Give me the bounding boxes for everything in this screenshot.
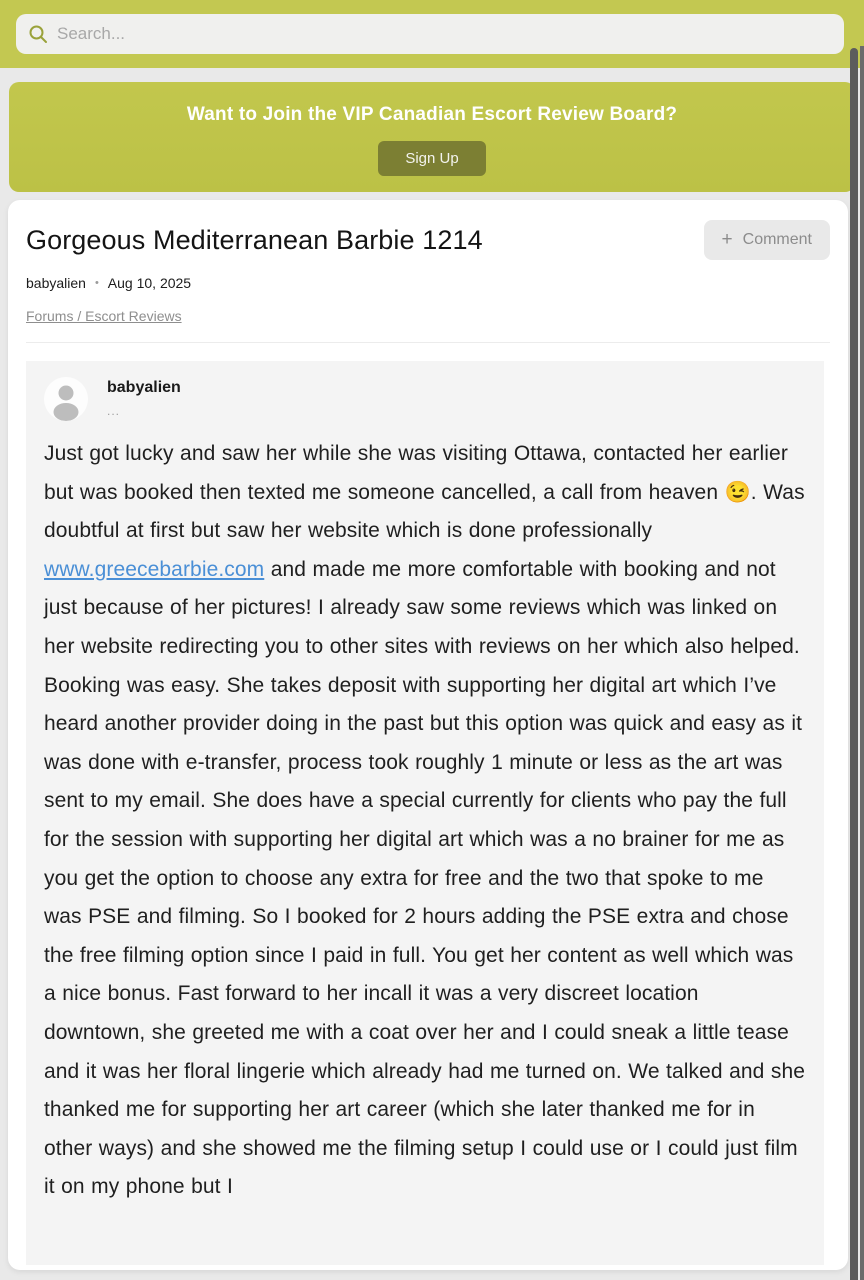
review-username[interactable]: babyalien [107, 379, 181, 396]
plus-icon: + [721, 229, 733, 250]
comment-button[interactable] [704, 220, 830, 260]
search-box[interactable] [16, 14, 844, 54]
review-user-block [107, 377, 181, 418]
review-text-before-link: Just got lucky and saw her while she was visiting Ottawa, contacted her earlier but was booked then texted me someone cancelled, a call from heaven 😉. Was doubtful at first but saw her website which is done professionally [44, 442, 805, 543]
search-icon [28, 24, 48, 44]
search-input[interactable] [57, 24, 832, 44]
review-post-card [26, 361, 824, 1265]
page-title: Gorgeous Mediterranean Barbie 1214 [26, 224, 483, 255]
comment-button-label: Comment [742, 231, 812, 248]
review-text-after-link: and made me more comfortable with booking and not just because of her pictures! I already saw some reviews which was linked on her website redirecting you to other sites with reviews on her which also helped. Booking was easy. She takes deposit with supporting her digital art which I’ve heard another provider doing in the past but this option was quick and easy as it was done with e-transfer, process took roughly 1 minute or less as the art was sent to my email. She does have a special currently for clients who pay the full for the session with supporting her digital art which was a no brainer for me as you get the option to choose any extra for free and the two that spoke to me was PSE and filming. So I booked for 2 hours adding the PSE extra and chose the free filming option since I paid in full. You get her content as well which was a nice bonus. Fast forward to her incall it was a very discreet location downtown, she greeted me with a coat over her and I could sneak a little tease and it was her floral lingerie which already had me turned on. We talked and she thanked me for supporting her art career (which she later thanked me for in other ways) and she showed me the filming setup I could use or I could just film it on my phone but I [44, 557, 806, 1199]
vip-banner-heading: Want to Join the VIP Canadian Escort Review Board? [186, 104, 678, 125]
scrollbar[interactable] [850, 48, 858, 1280]
title-row [26, 220, 830, 260]
avatar[interactable] [44, 377, 88, 421]
breadcrumb [26, 308, 830, 326]
divider [26, 342, 830, 343]
post-date: Aug 10, 2025 [107, 275, 192, 291]
breadcrumb-link[interactable]: Forums / Escort Reviews [26, 308, 182, 324]
window-edge [860, 46, 864, 1280]
post-meta [26, 275, 830, 291]
dot-separator-icon: • [94, 277, 99, 289]
post-author: babyalien [26, 275, 86, 291]
review-body [44, 435, 806, 1207]
review-website-link[interactable]: www.greecebarbie.com [44, 557, 265, 581]
top-header [0, 0, 864, 68]
vip-banner [9, 82, 855, 192]
review-post-header [44, 377, 806, 421]
user-silhouette-icon [44, 377, 88, 421]
sign-up-button[interactable]: Sign Up [378, 141, 485, 176]
main-content-card [8, 200, 848, 1270]
post-options-menu[interactable]: ... [107, 404, 121, 418]
